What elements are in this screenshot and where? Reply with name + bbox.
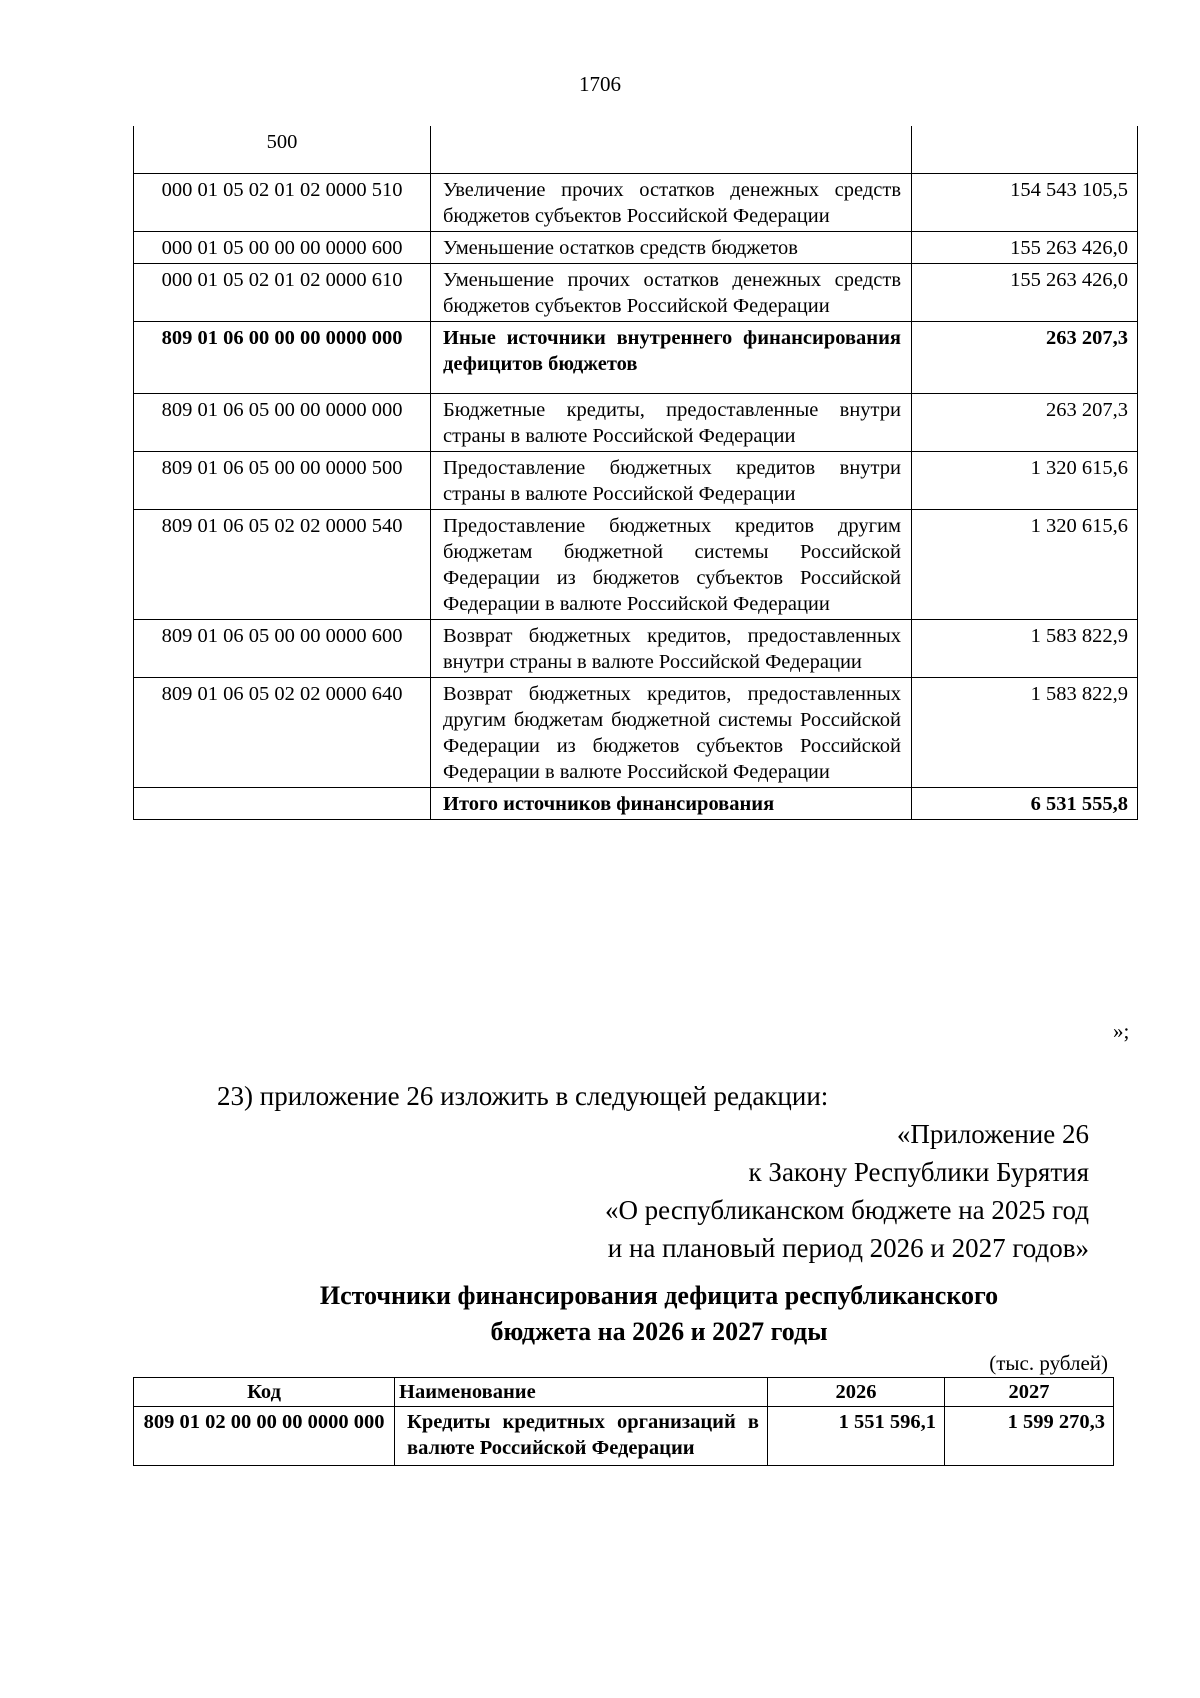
row-name: [431, 126, 912, 173]
row-code: 809 01 06 05 00 00 0000 000: [134, 393, 431, 451]
row-code: 000 01 05 02 01 02 0000 610: [134, 263, 431, 321]
row-amount: [912, 126, 1138, 173]
sources-table-2026-2027: [133, 1377, 1114, 1466]
header-name: Наименование: [395, 1378, 768, 1407]
appendix-line: и на плановый период 2026 и 2027 годов»: [607, 1233, 1089, 1263]
row-code: 809 01 06 05 02 02 0000 640: [134, 677, 431, 787]
row-amount: 263 207,3: [912, 321, 1138, 393]
row-amount: 154 543 105,5: [912, 173, 1138, 231]
header-code: Код: [134, 1378, 395, 1407]
title-line: бюджета на 2026 и 2027 годы: [490, 1317, 828, 1346]
amendment-paragraph: 23) приложение 26 изложить в следующей редакции:: [217, 1081, 829, 1111]
row-name: Возврат бюджетных кредитов, предоставленных внутри страны в валюте Российской Федерации: [431, 619, 912, 677]
row-code: 809 01 06 05 00 00 0000 500: [134, 451, 431, 509]
table-row: [134, 393, 1138, 451]
row-name: Уменьшение прочих остатков денежных средств бюджетов субъектов Российской Федерации: [431, 263, 912, 321]
row-value-2027: 1 599 270,3: [945, 1407, 1114, 1466]
table-row: [134, 126, 1138, 173]
row-name: Уменьшение остатков средств бюджетов: [431, 231, 912, 263]
appendix-line: к Закону Республики Бурятия: [748, 1157, 1089, 1187]
row-amount: 1 583 822,9: [912, 619, 1138, 677]
row-code: 500: [134, 126, 431, 173]
row-code: 809 01 02 00 00 00 0000 000: [134, 1407, 395, 1466]
row-name: Иные источники внутреннего финансирования дефицитов бюджетов: [431, 321, 912, 393]
row-code: 809 01 06 05 02 02 0000 540: [134, 509, 431, 619]
units-label: (тыс. рублей): [989, 1351, 1108, 1375]
row-code: 809 01 06 00 00 00 0000 000: [134, 321, 431, 393]
row-amount: 155 263 426,0: [912, 231, 1138, 263]
row-name: Увеличение прочих остатков денежных средств бюджетов субъектов Российской Федерации: [431, 173, 912, 231]
row-name: Бюджетные кредиты, предоставленные внутри страны в валюте Российской Федерации: [431, 393, 912, 451]
appendix-line: «Приложение 26: [896, 1119, 1089, 1149]
title-line: Источники финансирования дефицита республиканского: [319, 1281, 999, 1310]
header-2026: 2026: [768, 1378, 945, 1407]
total-label: Итого источников финансирования: [431, 787, 912, 819]
row-name: Предоставление бюджетных кредитов внутри страны в валюте Российской Федерации: [431, 451, 912, 509]
table-row: [134, 677, 1138, 787]
row-amount: 1 583 822,9: [912, 677, 1138, 787]
row-amount: 263 207,3: [912, 393, 1138, 451]
row-code: 000 01 05 02 01 02 0000 510: [134, 173, 431, 231]
table-row: [134, 509, 1138, 619]
row-code: 809 01 06 05 00 00 0000 600: [134, 619, 431, 677]
row-code: 000 01 05 00 00 00 0000 600: [134, 231, 431, 263]
table-row: [134, 619, 1138, 677]
total-row: [134, 787, 1138, 819]
total-code-cell: [134, 787, 431, 819]
appendix-heading: [605, 1115, 1089, 1267]
row-value-2026: 1 551 596,1: [768, 1407, 945, 1466]
table-header-row: [134, 1378, 1114, 1407]
row-name: Возврат бюджетных кредитов, предоставленных другим бюджетам бюджетной системы Российской Федерации из бюджетов субъектов Российской Федерации в валюте Российской Федерации: [431, 677, 912, 787]
table-row: [134, 231, 1138, 263]
page-number: 1706: [579, 72, 621, 96]
total-amount: 6 531 555,8: [912, 787, 1138, 819]
table-row: [134, 451, 1138, 509]
row-name: Кредиты кредитных организаций в валюте Российской Федерации: [395, 1407, 768, 1466]
row-amount: 1 320 615,6: [912, 509, 1138, 619]
table-row: [134, 321, 1138, 393]
closing-quote-mark: »;: [1113, 1019, 1130, 1043]
table-row: [134, 173, 1138, 231]
table-row: [134, 1407, 1114, 1466]
row-amount: 155 263 426,0: [912, 263, 1138, 321]
document-title: [200, 1278, 1118, 1350]
row-name: Предоставление бюджетных кредитов другим бюджетам бюджетной системы Российской Федерации из бюджетов субъектов Российской Федерации в валюте Российской Федерации: [431, 509, 912, 619]
sources-table-continued: [133, 126, 1138, 820]
header-2027: 2027: [945, 1378, 1114, 1407]
row-amount: 1 320 615,6: [912, 451, 1138, 509]
appendix-line: «О республиканском бюджете на 2025 год: [604, 1195, 1089, 1225]
table-row: [134, 263, 1138, 321]
